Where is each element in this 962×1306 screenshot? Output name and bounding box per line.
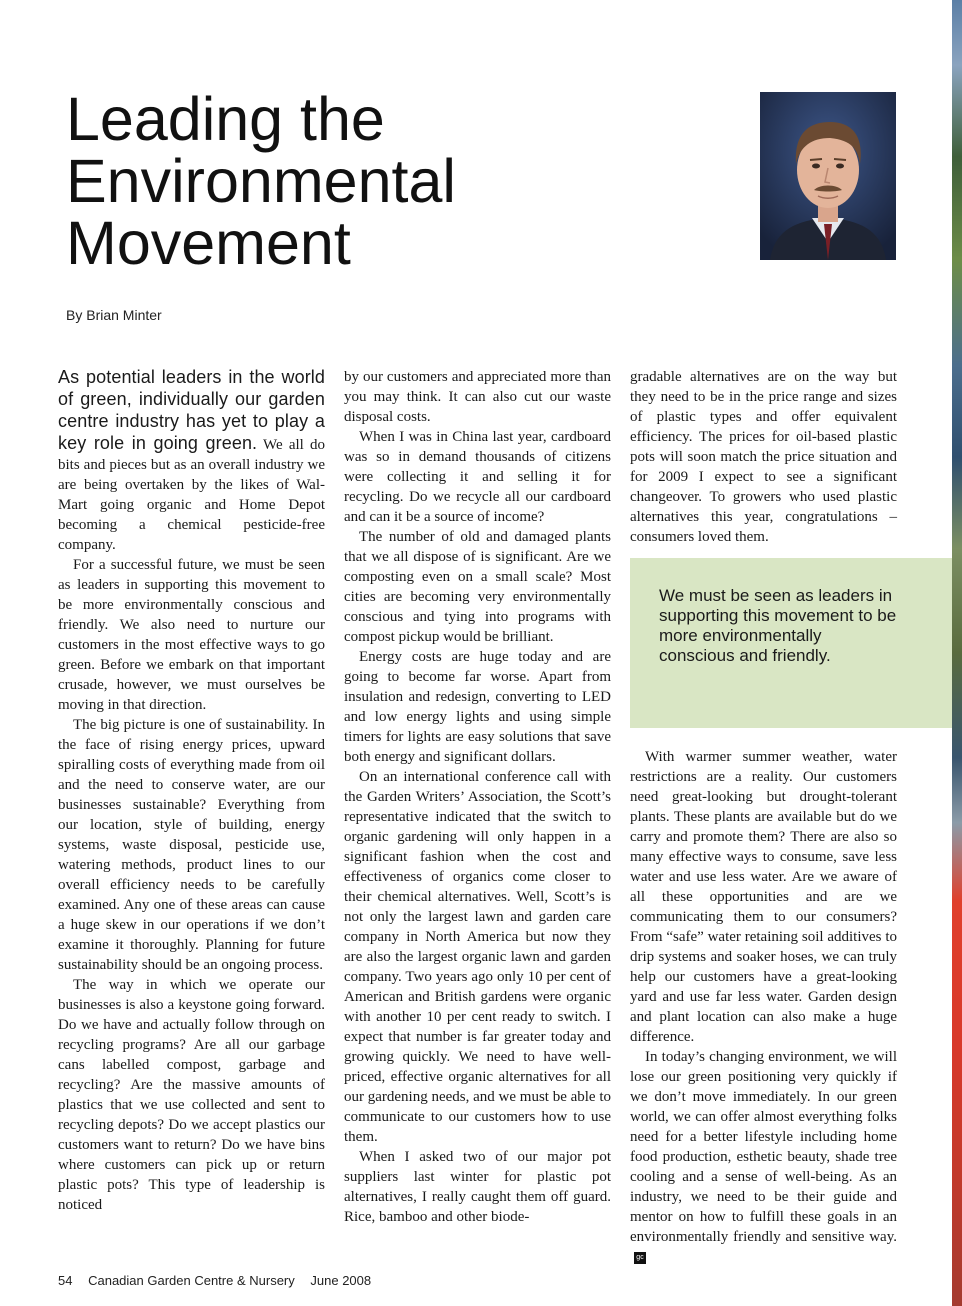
page-number: 54 — [58, 1273, 73, 1288]
end-mark-icon: gc — [634, 1252, 646, 1264]
paragraph: On an international conference call with the Garden Writers’ Association, the Scott’s representative indicated that the switch to organic gardening will only happen in a significant fashion when the cost and effectiveness of organics come closer to their chemical alternatives. Well, Scott’s is not only the largest lawn and garden care company in North America but now they are also the largest organic lawn and garden company. Two years ago only 10 per cent of American and British gardens were organic with another 10 per cent ready to switch. I expect that number is far greater today and growing quickly. We need to have well-priced, effective organic alternatives for all our gardening needs, and we must be able to communicate to our customers how to use them. — [344, 769, 612, 1145]
paragraph: When I asked two of our major pot suppliers last winter for plastic pot alternatives, I really caught them off guard. Rice, bamboo and other biode- — [344, 1149, 611, 1225]
byline: By Brian Minter — [66, 307, 162, 323]
column-2 — [344, 367, 611, 1227]
paragraph: For a successful future, we must be seen as leaders in supporting this movement to be more environmentally conscious and friendly. We also need to nurture our customers in the most effective ways to go green. Before we embark on that important crusade, however, we must ourselves be moving in that direction. — [58, 557, 325, 713]
paragraph: by our customers and appreciated more than you may think. It can also cut our waste disposal costs. — [344, 369, 611, 425]
pull-quote-text: We must be seen as leaders in supporting this movement to be more environmentally conscious and friendly. — [659, 586, 897, 665]
issue-date: June 2008 — [310, 1273, 372, 1288]
page-footer — [58, 1273, 383, 1288]
column-1 — [58, 367, 325, 1215]
publication-name: Canadian Garden Centre & Nursery — [88, 1273, 295, 1288]
column-3-bottom — [630, 747, 897, 1267]
title-line-1: Leading the — [66, 85, 385, 153]
paragraph-text: We all do bits and pieces but as an overall industry we are being overtaken by the likes of Wal-Mart going organic and Home Depot becoming a chemical pesticide-free company. — [58, 437, 325, 553]
paragraph — [630, 1047, 897, 1267]
page-edge-color-strip — [952, 0, 962, 1306]
paragraph: The big picture is one of sustainability. In the face of rising energy prices, upward spiralling costs of everything made from oil and the need to conserve water, are our businesses sustainable? Everything from our location, style of building, energy systems, waste disposal, pesticide use, watering methods, product lines to our overall efficiency needs to be carefully examined. Any one of these areas can cause a huge skew in our operations if we don’t examine it thoroughly. Planning for future sustainability should be an ongoing process. — [58, 717, 325, 973]
lead-in-text: As potential leaders in the world of green, individually our garden centre industry has yet to play a key role in going green. — [58, 367, 325, 453]
article-title — [66, 85, 456, 277]
column-3-top — [630, 367, 897, 547]
paragraph: gradable alternatives are on the way but they need to be in the price range and sizes of plastic types and offer equivalent efficiency. The prices for oil-based plastic pots will soon match the price situation and for 2009 I expect to see a significant changeover. To growers who used plastic alternatives this year, congratulations – consumers loved them. — [630, 369, 897, 545]
portrait-illustration — [760, 92, 896, 260]
paragraph: Energy costs are huge today and are going to become far worse. Apart from insulation and redesign, converting to LED and low energy lights and using simple timers for lights are easy solutions that save both energy and significant dollars. — [344, 649, 611, 765]
paragraph: With warmer summer weather, water restrictions are a reality. Our customers need great-looking but drought-tolerant plants. These plants are available but do we carry and promote them? There are also so many effective ways to consume, save less water and use less water. Are we aware of all these opportunities and are we communicating them to our consumers? From “safe” water retaining soil additives to drip systems and soaker hoses, we can truly help our customers have a great-looking yard and use far less water. Garden design and plant location can also make a huge difference. — [630, 749, 897, 1045]
paragraph: The way in which we operate our businesses is also a keystone going forward. Do we have and actually follow through on recycling programs? Are all our garbage cans labelled compost, garbage and recycling? Are the massive amounts of plastics that we use collected and sent to recycling depots? Do we accept plastics our customers want to return? Do we have bins where customers can pick up or return plastic pots? This type of leadership is noticed — [58, 977, 325, 1213]
title-line-2: Environmental — [66, 147, 456, 215]
pull-quote-box — [630, 558, 952, 728]
title-line-3: Movement — [66, 209, 351, 277]
paragraph — [58, 367, 325, 555]
paragraph: When I was in China last year, cardboard was so in demand thousands of citizens were collecting it and selling it for recycling. Do we recycle all our cardboard and can it be a source of income? — [344, 429, 611, 525]
author-portrait — [760, 92, 896, 260]
paragraph-text: In today’s changing environment, we will lose our green positioning very quickly if we don’t move immediately. In our green world, we can offer almost everything folks need for a better lifestyle including home food production, esthetic beauty, shade tree cooling and a sense of well-being. As an industry, we need to be their guide and mentor on how to fulfill these goals in an environmentally friendly and sensitive way. — [630, 1049, 897, 1245]
paragraph: The number of old and damaged plants that we all dispose of is significant. Are we composting even on a small scale? Most cities are becoming very environmentally conscious and tying into programs with compost pickup would be brilliant. — [344, 529, 611, 645]
